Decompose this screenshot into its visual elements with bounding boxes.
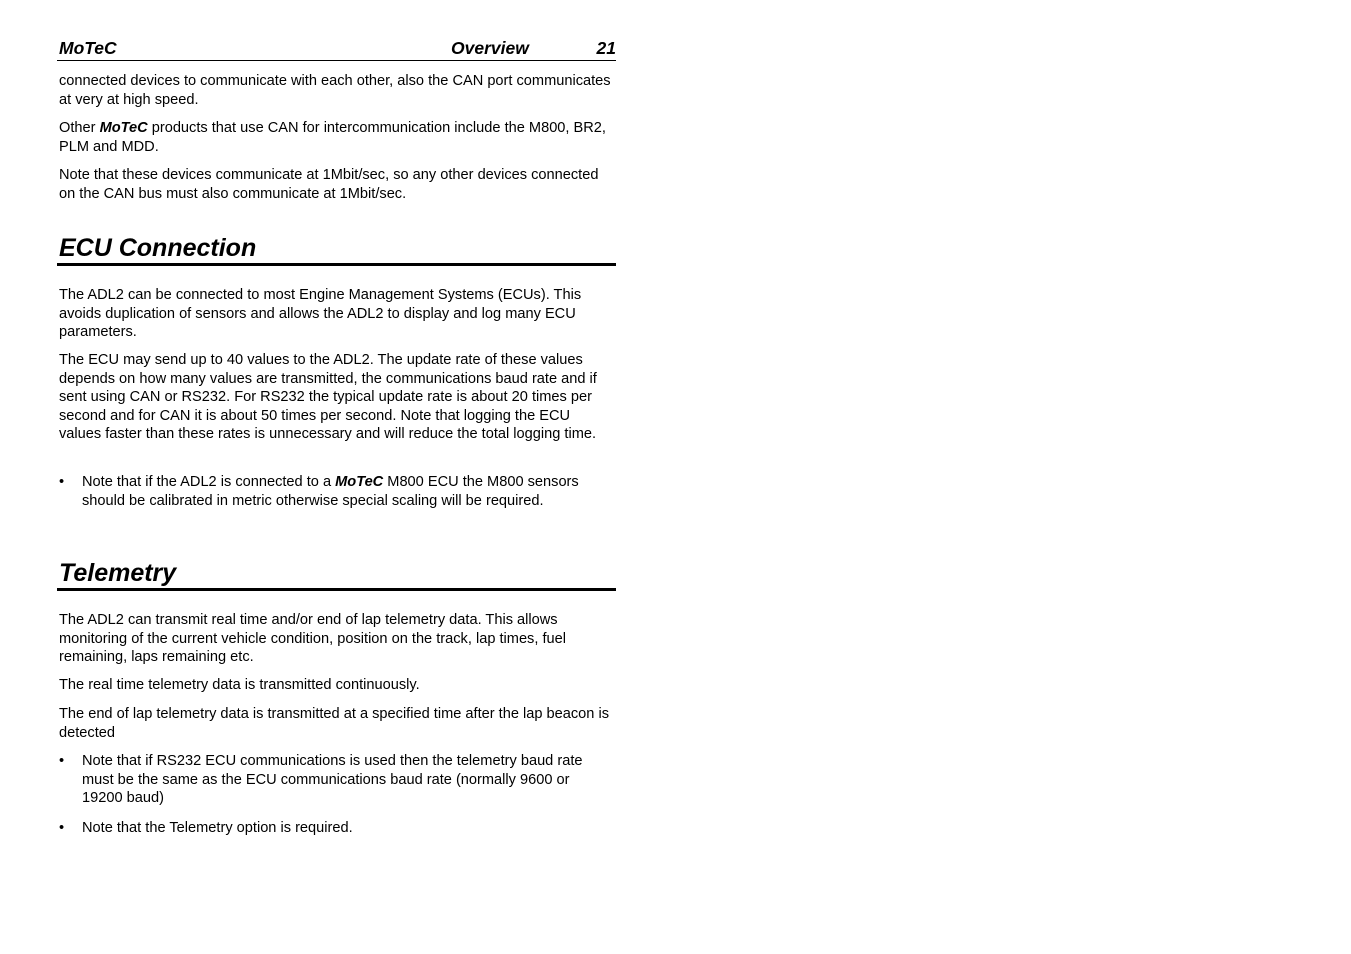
intro-paragraph-2	[59, 119, 615, 156]
ecu-bullet-text-end: M800 ECU the M800 sensors should be calibrated in metric otherwise special scaling will be required.	[82, 474, 579, 509]
telemetry-paragraph-3: The end of lap telemetry data is transmitted at a specified time after the lap beacon is detected	[59, 706, 609, 741]
telemetry-bullet-text-1: Note that if RS232 ECU communications is used then the telemetry baud rate must be the same as the ECU communications baud rate (normally 9600 or 19200 baud)	[82, 753, 583, 807]
ecu-connection-heading: ECU Connection	[57, 233, 616, 266]
intro-paragraph-3: Note that these devices communicate at 1Mbit/sec, so any other devices connected on the CAN bus must also communicate at 1Mbit/sec.	[59, 167, 599, 202]
bullet-glyph: •	[59, 820, 65, 836]
ecu-bullet-text	[82, 473, 612, 510]
ecu-bullet-brand: MoTeC	[335, 474, 384, 490]
bullet-glyph: •	[59, 753, 65, 769]
intro-p2-text-end: products that use CAN for intercommunication include the M800, BR2, PLM and MDD.	[59, 120, 606, 155]
ecu-paragraph-1: The ADL2 can be connected to most Engine Management Systems (ECUs). This avoids duplication of sensors and allows the ADL2 to display and log many ECU parameters.	[59, 287, 582, 341]
telemetry-paragraph-1: The ADL2 can transmit real time and/or end of lap telemetry data. This allows monitoring of the current vehicle condition, position on the track, lap times, fuel remaining, laps remaining etc.	[59, 612, 566, 666]
telemetry-heading: Telemetry	[57, 558, 616, 591]
telemetry-bullet-text-2: Note that the Telemetry option is required.	[82, 820, 353, 836]
ecu-bullet-text-start: Note that if the ADL2 is connected to a	[82, 474, 336, 490]
telemetry-paragraph-2: The real time telemetry data is transmitted continuously.	[59, 677, 420, 693]
intro-p2-text-start: Other	[59, 120, 100, 136]
header-page-number: 21	[596, 38, 616, 58]
header-brand: MoTeC	[59, 38, 117, 58]
ecu-paragraph-2: The ECU may send up to 40 values to the ADL2. The update rate of these values depends on how many values are transmitted, the communications baud rate and if sent using CAN or RS232. For RS232 the typical update rate is about 20 times per second and for CAN it is about 50 times per second. Note that logging the ECU values faster than these rates is unnecessary and will reduce the total logging time.	[59, 352, 597, 443]
intro-p2-brand: MoTeC	[99, 120, 148, 136]
page-header	[57, 37, 616, 61]
header-section: Overview	[451, 38, 529, 58]
bullet-glyph: •	[59, 474, 65, 490]
intro-paragraph-1: connected devices to communicate with each other, also the CAN port communicates at very at high speed.	[59, 73, 611, 108]
